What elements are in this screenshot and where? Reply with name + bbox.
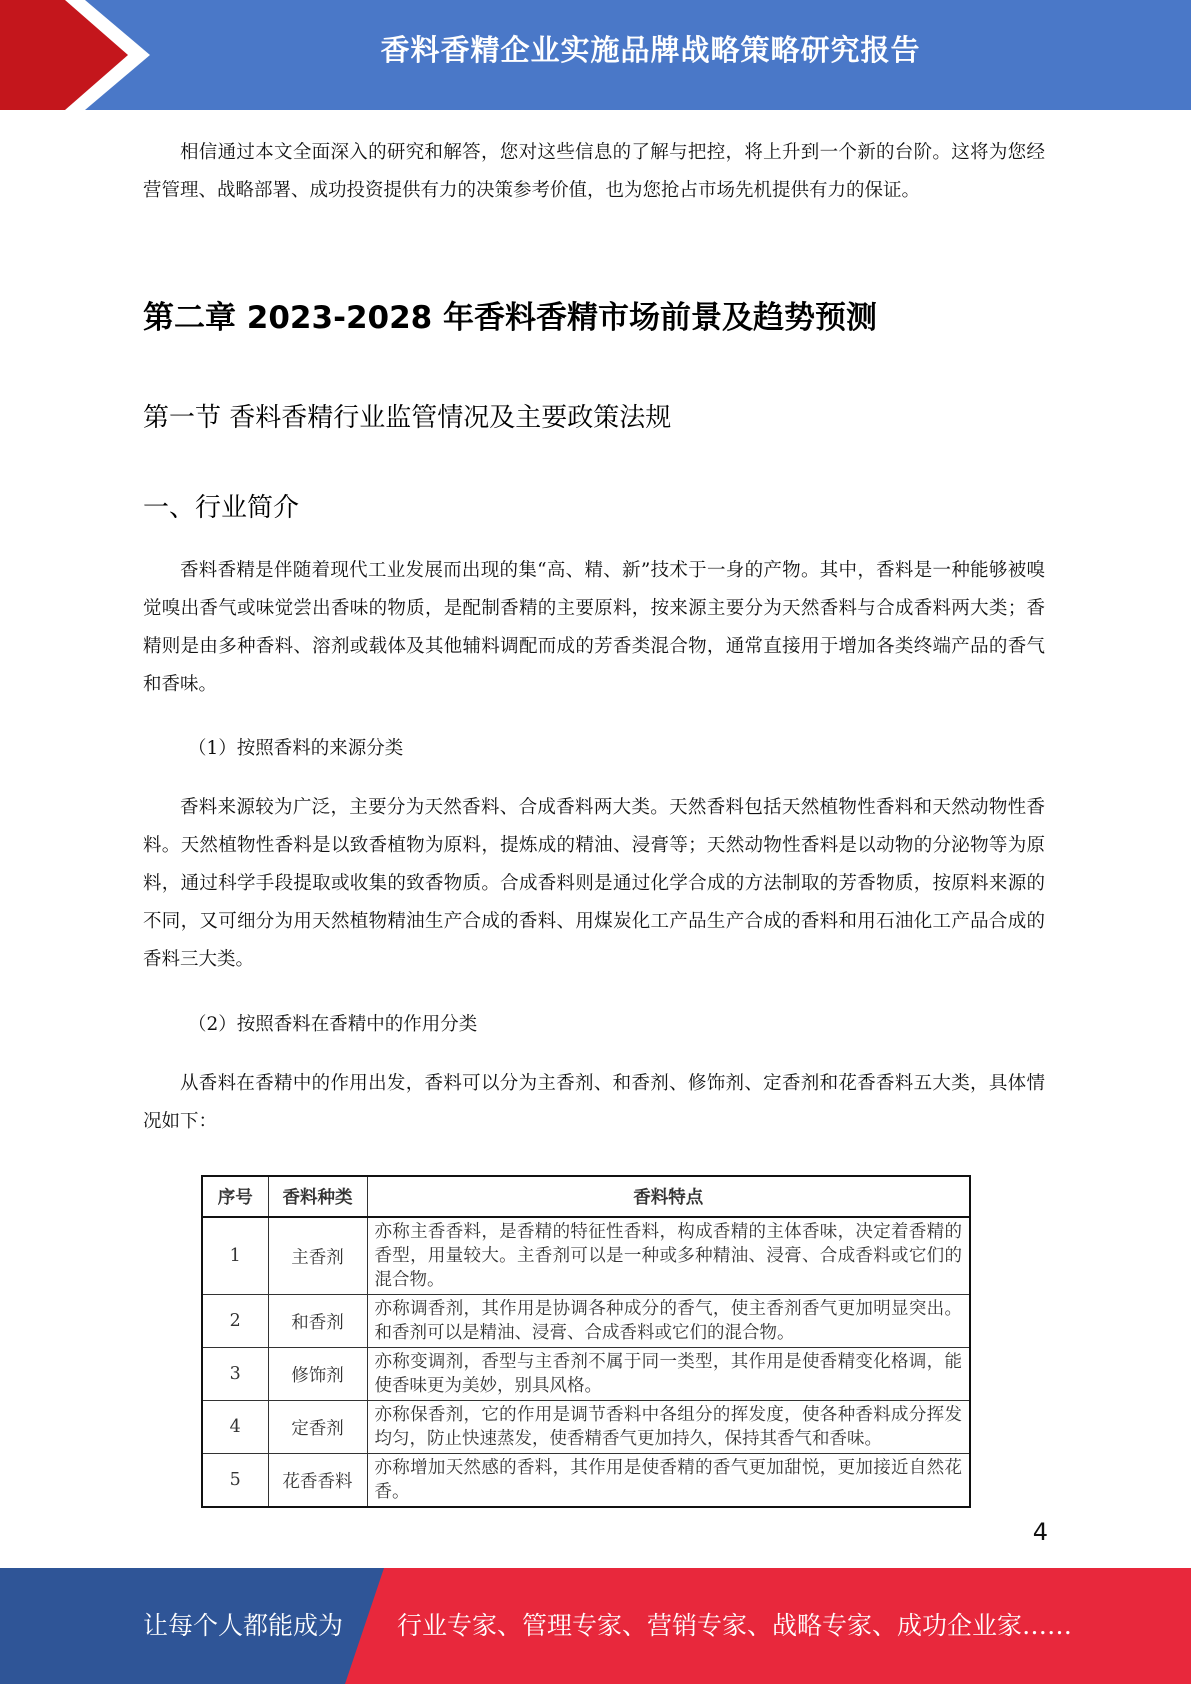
section-title: 第一节 香料香精行业监管情况及主要政策法规 [143, 403, 672, 433]
table-row [202, 1217, 970, 1295]
cell-type: 定香剂 [268, 1401, 367, 1454]
cell-no: 2 [202, 1295, 268, 1348]
table-row [202, 1454, 970, 1508]
cell-no: 1 [202, 1217, 268, 1295]
cell-no: 3 [202, 1348, 268, 1401]
paragraph-2: 香料来源较为广泛，主要分为天然香料、合成香料两大类。天然香料包括天然植物性香料和天然动物性香料。天然植物性香料是以致香植物为原料，提炼成的精油、浸膏等；天然动物性香料是以动物的分泌物等为原料，通过科学手段提取或收集的致香物质。合成香料则是通过化学合成的方法制取的芳香物质，按原料来源的不同，又可细分为用天然植物精油生产合成的香料、用煤炭化工产品生产合成的香料和用石油化工产品合成的香料三大类。 [143, 797, 1045, 970]
header-type: 香料种类 [268, 1176, 367, 1217]
cell-desc: 亦称变调剂，香型与主香剂不属于同一类型，其作用是使香精变化格调，能使香味更为美妙，别具风格。 [367, 1348, 970, 1401]
page-number: 4 [1032, 1518, 1048, 1546]
footer-slogan-right: 行业专家、管理专家、营销专家、战略专家、成功企业家…… [397, 1611, 1073, 1640]
cell-desc: 亦称保香剂，它的作用是调节香料中各组分的挥发度，使各种香料成分挥发均匀，防止快速蒸发，使香精香气更加持久，保持其香气和香味。 [367, 1401, 970, 1454]
paragraph-2-block [143, 789, 1045, 979]
cell-desc: 亦称调香剂，其作用是协调各种成分的香气，使主香剂香气更加明显突出。和香剂可以是精油、浸膏、合成香料或它们的混合物。 [367, 1295, 970, 1348]
page-footer [0, 1568, 1191, 1684]
paragraph-1: 香料香精是伴随着现代工业发展而出现的集“高、精、新”技术于一身的产物。其中，香料是一种能够被嗅觉嗅出香气或味觉尝出香味的物质，是配制香精的主要原料，按来源主要分为天然香料与合成香料两大类；香精则是由多种香料、溶剂或载体及其他辅料调配而成的芳香类混合物，通常直接用于增加各类终端产品的香气和香味。 [143, 560, 1045, 695]
item-2-heading: （2）按照香料在香精中的作用分类 [188, 1014, 478, 1035]
cell-type: 和香剂 [268, 1295, 367, 1348]
paragraph-3: 从香料在香精中的作用出发，香料可以分为主香剂、和香剂、修饰剂、定香剂和花香香料五大类，具体情况如下： [143, 1073, 1045, 1132]
cell-type: 修饰剂 [268, 1348, 367, 1401]
item-1-heading: （1）按照香料的来源分类 [188, 738, 404, 759]
cell-desc: 亦称增加天然感的香料，其作用是使香精的香气更加甜悦，更加接近自然花香。 [367, 1454, 970, 1508]
table-row [202, 1295, 970, 1348]
table-row [202, 1401, 970, 1454]
paragraph-3-block [143, 1065, 1045, 1141]
cell-type: 花香香料 [268, 1454, 367, 1508]
page-header [0, 0, 1191, 110]
cell-desc: 亦称主香香料，是香精的特征性香料，构成香精的主体香味，决定着香精的香型，用量较大。主香剂可以是一种或多种精油、浸膏、合成香料或它们的混合物。 [367, 1217, 970, 1295]
chapter-title: 第二章 2023-2028 年香料香精市场前景及趋势预测 [143, 300, 878, 336]
footer-slogan-left: 让每个人都能成为 [143, 1611, 344, 1640]
header-desc: 香料特点 [367, 1176, 970, 1217]
fragrance-types-table [201, 1175, 971, 1508]
intro-block [143, 134, 1045, 210]
cell-no: 4 [202, 1401, 268, 1454]
report-title: 香料香精企业实施品牌战略策略研究报告 [380, 33, 921, 67]
table-row [202, 1348, 970, 1401]
cell-no: 5 [202, 1454, 268, 1508]
paragraph-1-block [143, 552, 1045, 704]
intro-paragraph: 相信通过本文全面深入的研究和解答，您对这些信息的了解与把控，将上升到一个新的台阶。这将为您经营管理、战略部署、成功投资提供有力的决策参考价值，也为您抢占市场先机提供有力的保证。 [143, 142, 1045, 201]
subsection-title: 一、行业简介 [143, 493, 300, 523]
table-header-row [202, 1176, 970, 1217]
cell-type: 主香剂 [268, 1217, 367, 1295]
header-no: 序号 [202, 1176, 268, 1217]
